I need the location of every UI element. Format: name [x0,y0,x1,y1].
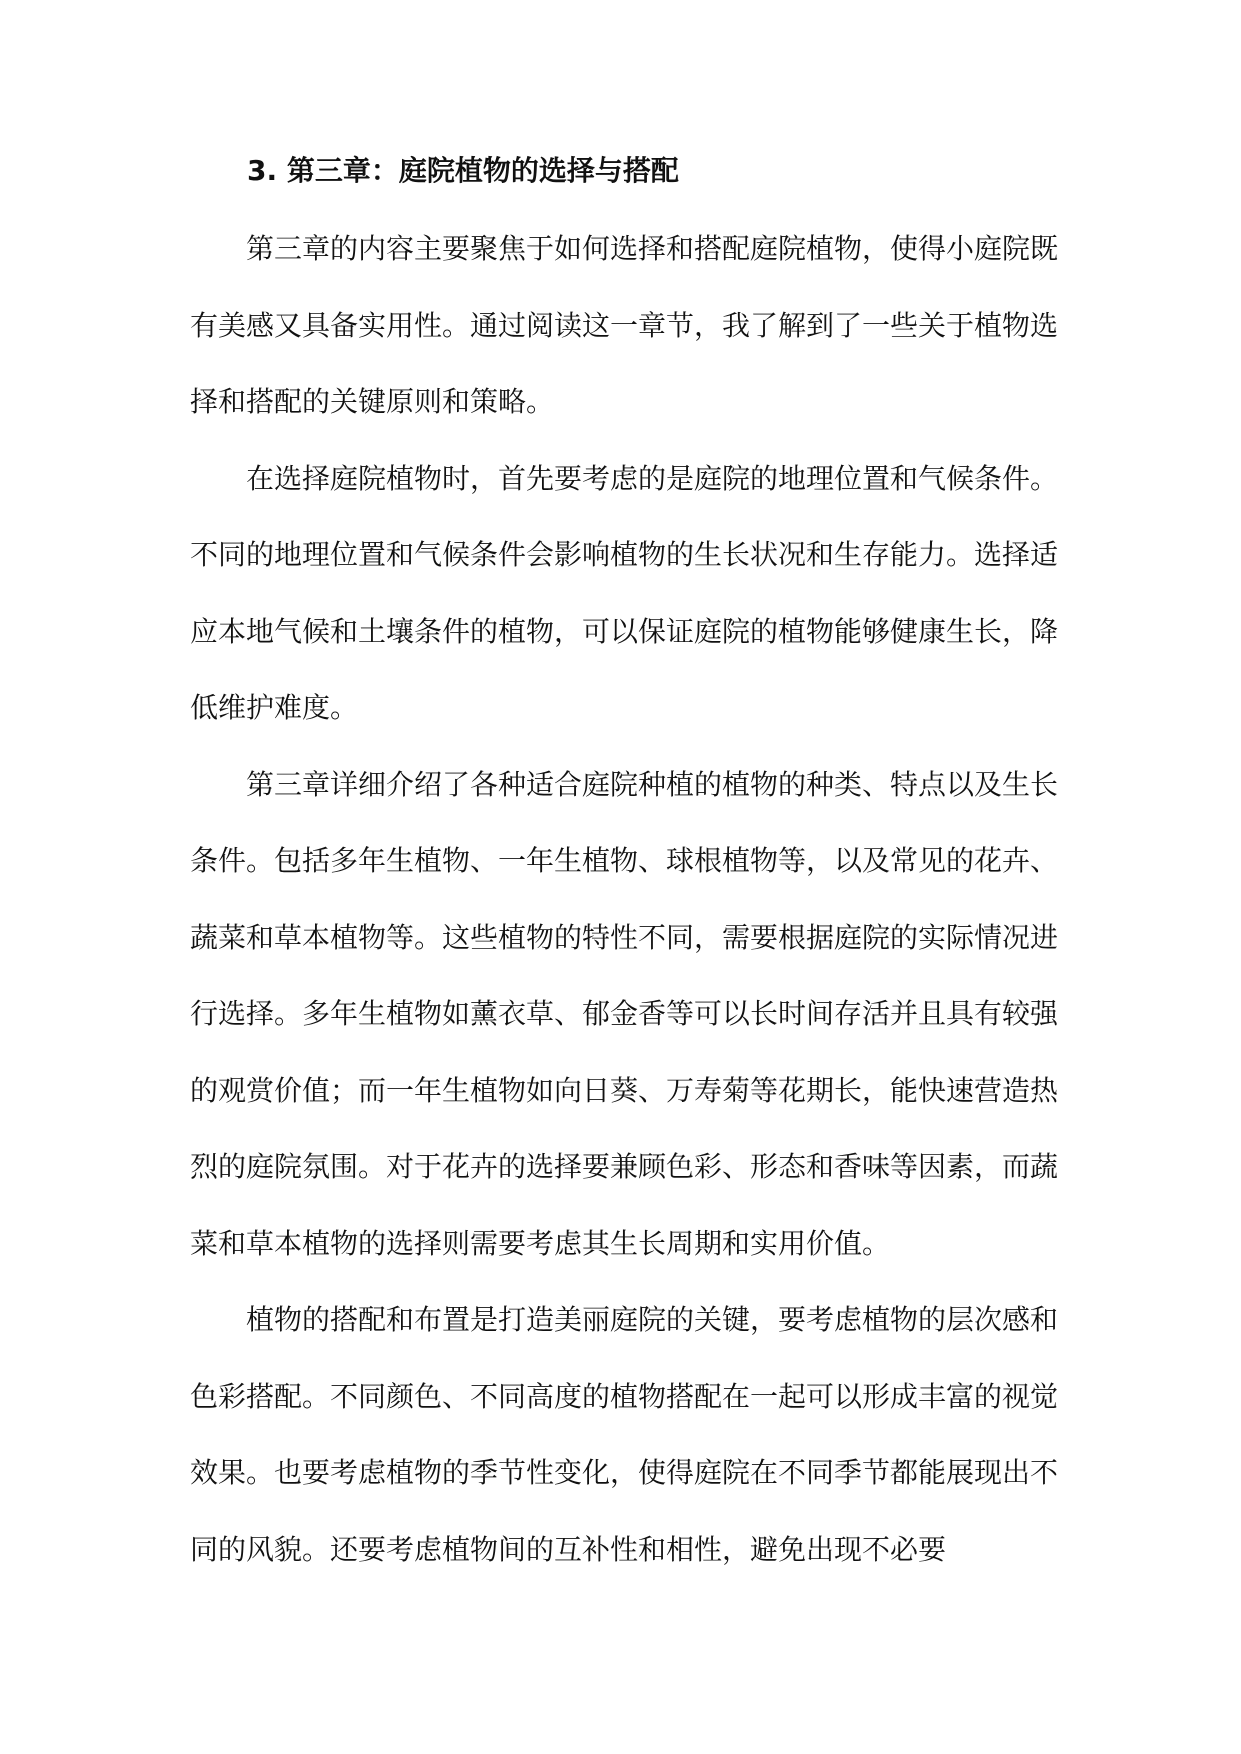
paragraph: 第三章的内容主要聚焦于如何选择和搭配庭院植物，使得小庭院既有美感又具备实用性。通过阅读这一章节，我了解到了一些关于植物选择和搭配的关键原则和策略。 [190,232,1059,418]
body-text [190,211,1058,1588]
paragraph: 第三章详细介绍了各种适合庭院种植的植物的种类、特点以及生长条件。包括多年生植物、一年生植物、球根植物等，以及常见的花卉、蔬菜和草本植物等。这些植物的特性不同，需要根据庭院的实际情况进行选择。多年生植物如薰衣草、郁金香等可以长时间存活并且具有较强的观赏价值；而一年生植物如向日葵、万寿菊等花期长，能快速营造热烈的庭院氛围。对于花卉的选择要兼顾色彩、形态和香味等因素，而蔬菜和草本植物的选择则需要考虑其生长周期和实用价值。 [190,767,1059,1260]
chapter-heading: 3. 第三章：庭院植物的选择与搭配 [247,154,679,187]
paragraph: 植物的搭配和布置是打造美丽庭院的关键，要考虑植物的层次感和色彩搭配。不同颜色、不同高度的植物搭配在一起可以形成丰富的视觉效果。也要考虑植物的季节性变化，使得庭院在不同季节都能展现出不同的风貌。还要考虑植物间的互补性和相性，避免出现不必要 [190,1303,1059,1566]
paragraph: 在选择庭院植物时，首先要考虑的是庭院的地理位置和气候条件。不同的地理位置和气候条件会影响植物的生长状况和生存能力。选择适应本地气候和土壤条件的植物，可以保证庭院的植物能够健康生长，降低维护难度。 [190,461,1059,724]
